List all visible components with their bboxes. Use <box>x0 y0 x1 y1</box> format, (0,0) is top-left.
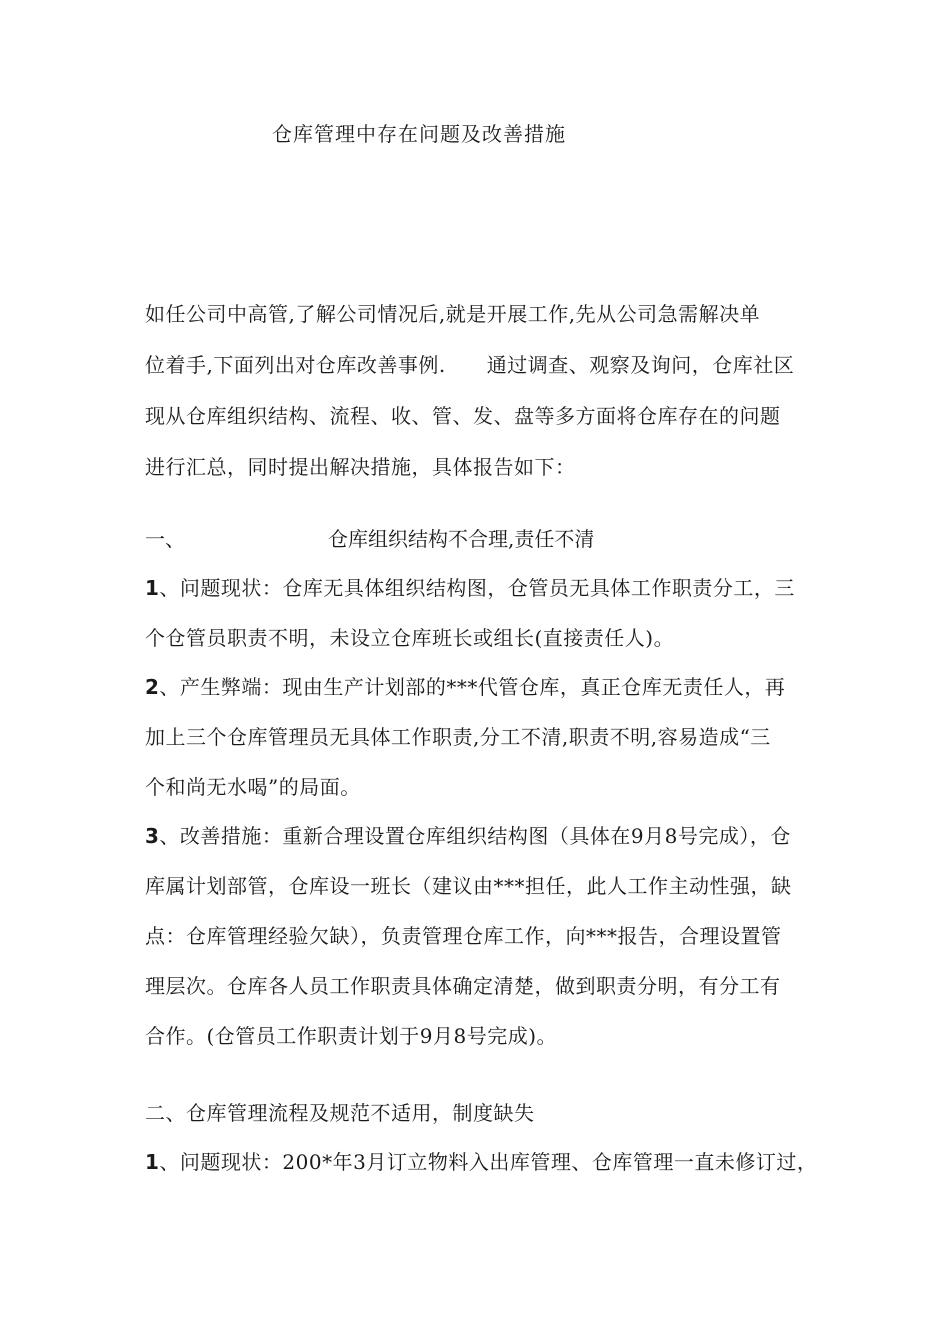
item-number: 1 <box>145 576 160 600</box>
section1-heading: 仓库组织结构不合理,责任不清 <box>328 527 595 551</box>
item-text: 、改善措施：重新合理设置仓库组织结构图（具体在9月8号完成），仓 <box>159 824 791 848</box>
section1-item3-line-2: 库属计划部管，仓库设一班长（建议由***担任，此人工作主动性强，缺 <box>145 874 792 898</box>
intro-line-3: 现从仓库组织结构、流程、收、管、发、盘等多方面将仓库存在的问题 <box>145 404 781 428</box>
section1-item3-line-1 <box>145 820 791 849</box>
intro-line-2: 位着手,下面列出对仓库改善事例. 通过调查、观察及询问，仓库社区 <box>145 353 795 377</box>
item-number: 2 <box>145 675 160 699</box>
document-title: 仓库管理中存在问题及改善措施 <box>272 122 566 146</box>
item-text: 、问题现状：200*年3月订立物料入出库管理、仓库管理一直未修订过， <box>159 1150 818 1174</box>
section1-item1-line-2: 个仓管员职责不明，未设立仓库班长或组长(直接责任人)。 <box>145 626 675 650</box>
section1-item2-line-1 <box>145 671 785 700</box>
section2-heading: 二、仓库管理流程及规范不适用，制度缺失 <box>145 1101 535 1125</box>
section1-item3-line-5: 合作。(仓管员工作职责计划于9月8号完成)。 <box>145 1024 558 1048</box>
section2-item1-line-1 <box>145 1146 817 1175</box>
section1-label: 一、 <box>145 527 185 551</box>
item-text: 、产生弊端：现由生产计划部的***代管仓库，真正仓库无责任人，再 <box>159 675 786 699</box>
section1-item2-line-2: 加上三个仓库管理员无具体工作职责,分工不清,职责不明,容易造成“三 <box>145 725 771 749</box>
section1-item1-line-1 <box>145 572 795 601</box>
intro-line-1: 如任公司中高管,了解公司情况后,就是开展工作,先从公司急需解决单 <box>145 302 761 326</box>
item-text: 、问题现状：仓库无具体组织结构图，仓管员无具体工作职责分工，三 <box>159 576 795 600</box>
item-number: 1 <box>145 1150 160 1174</box>
section1-item2-line-3: 个和尚无水喝”的局面。 <box>145 775 361 799</box>
section1-item3-line-4: 理层次。仓库各人员工作职责具体确定清楚，做到职责分明，有分工有 <box>145 974 781 998</box>
intro-line-4: 进行汇总，同时提出解决措施，具体报告如下： <box>145 455 576 479</box>
section1-item3-line-3: 点：仓库管理经验欠缺），负责管理仓库工作，向***报告，合理设置管 <box>145 924 782 948</box>
item-number: 3 <box>145 824 160 848</box>
